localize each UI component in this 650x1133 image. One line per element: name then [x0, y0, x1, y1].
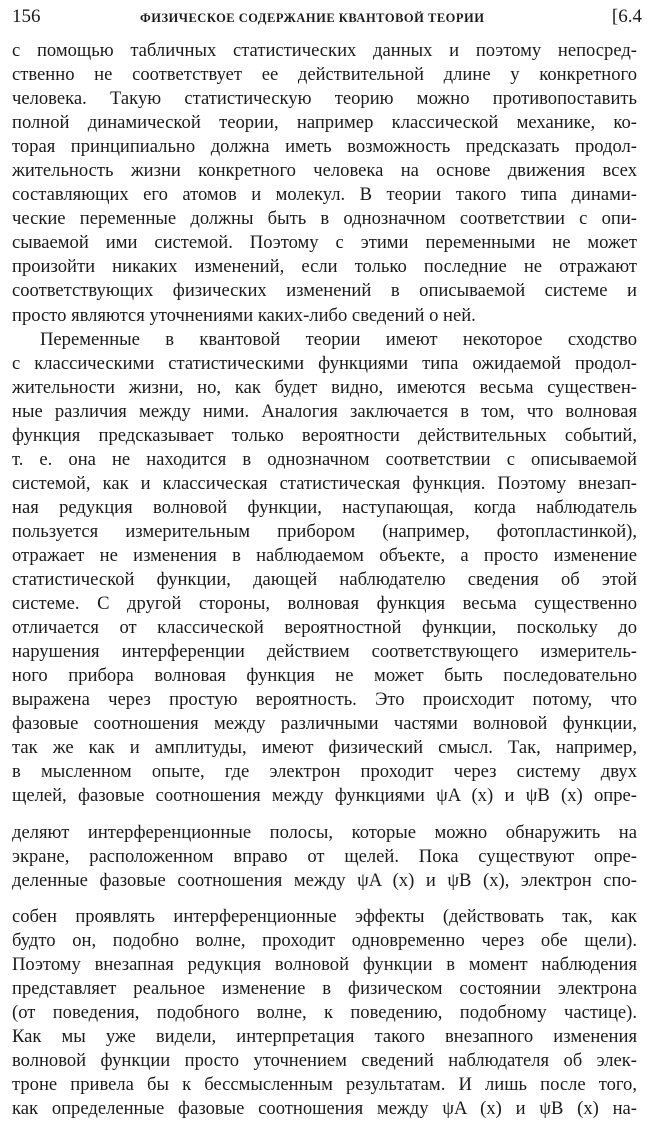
text-line: жительность жизни конкретного человека на основе движения всех	[12, 160, 637, 182]
text-line: ные различия между ними. Аналогия заключается в том, что волновая	[12, 400, 637, 422]
section-reference: [6.4	[611, 6, 642, 27]
text-line: произойти никаких изменений, если только последние не отражают	[12, 256, 637, 278]
text-line: собен проявлять интерференционные эффекты (действовать так, как	[12, 905, 637, 927]
page-number: 156	[12, 6, 41, 27]
text-line: с классическими статистическими функциями типа ожидаемой продол-	[12, 352, 637, 374]
text-line: ного прибора волновая функция не может быть последовательно	[12, 665, 637, 687]
text-line: соответствующих физических изменений в описываемой системе и	[12, 280, 637, 302]
text-line: представляет реальное изменение в физическом состоянии электрона	[12, 977, 637, 999]
text-line: выражена через простую вероятность. Это происходит потому, что	[12, 689, 637, 711]
body-text	[12, 39, 637, 1133]
formula-line: деленные фазовые соотношения между ψA (x) и ψB (x), электрон спо-	[12, 869, 637, 891]
text-line: будто он, подобно волне, проходит одновременно через обе щели).	[12, 929, 637, 951]
text-line: троне привела бы к бессмысленным результатам. И лишь после того,	[12, 1073, 637, 1095]
text-line: ная редукция волновой функции, наступающая, когда наблюдатель	[12, 496, 637, 518]
text-line: системе. С другой стороны, волновая функция весьма существенно	[12, 593, 637, 615]
text-line: статистической функции, дающей наблюдателю сведения об этой	[12, 569, 637, 591]
text-line: пользуется измерительным прибором (например, фотопластинкой),	[12, 520, 637, 542]
text-line: Как мы уже видели, интерпретация такого внезапного изменения	[12, 1025, 637, 1047]
text-line: в мысленном опыте, где электрон проходит через систему двух	[12, 761, 637, 783]
text-line: сываемой ими системой. Поэтому с этими переменными не может	[12, 232, 637, 254]
text-line: деляют интерференционные полосы, которые можно обнаружить на	[12, 821, 637, 843]
text-line: так же как и амплитуды, имеют физический смысл. Так, например,	[12, 737, 637, 759]
text-line: составляющих его атомов и молекул. В теории такого типа динами-	[12, 184, 637, 206]
text-line: человека. Такую статистическую теорию можно противопоставить	[12, 88, 637, 110]
text-line: отличается от классической вероятностной функции, поскольку до	[12, 617, 637, 639]
text-line: фазовые соотношения между различными частями волновой функции,	[12, 713, 637, 735]
text-line: функция предсказывает только вероятности действительных событий,	[12, 424, 637, 446]
text-line: отражает не изменения в наблюдаемом объекте, а просто изменение	[12, 544, 637, 566]
text-line: торая принципиально должна иметь возможность предсказать продол-	[12, 136, 637, 158]
page-header	[12, 6, 642, 30]
paragraph-start-line: Переменные в квантовой теории имеют некоторое сходство	[40, 328, 637, 350]
formula-line: как определенные фазовые соотношения между ψA (x) и ψB (x) на-	[12, 1098, 637, 1120]
text-line: с помощью табличных статистических данных и поэтому непосред-	[12, 40, 637, 61]
text-line: т. е. она не находится в однозначном соответствии с описываемой	[12, 448, 637, 470]
text-line: нарушения интерференции действием соответствующего измеритель-	[12, 641, 637, 663]
text-line: полной динамической теории, например классической механике, ко-	[12, 112, 637, 134]
text-line: жительности жизни, но, как будет видно, имеются весьма существен-	[12, 376, 637, 398]
text-line: ческие переменные должны быть в однозначном соответствии с опи-	[12, 208, 637, 230]
paragraph-end-line: просто являются уточнениями каких-либо сведений о ней.	[12, 304, 476, 326]
text-line: (от поведения, подобного волне, к поведению, подобному частице).	[12, 1001, 637, 1023]
text-line: ственно не соответствует ее действительной длине у конкретного	[12, 64, 637, 86]
text-line: Поэтому внезапная редукция волновой функции в момент наблюдения	[12, 953, 637, 975]
text-line: волновой функции просто уточнением сведений наблюдателя об элек-	[12, 1049, 637, 1071]
formula-line: щелей, фазовые соотношения между функциями ψA (x) и ψB (x) опре-	[12, 785, 637, 807]
text-line: экране, расположенном вправо от щелей. Пока существуют опре-	[12, 845, 637, 867]
text-line: системой, как и классическая статистическая функция. Поэтому внезап-	[12, 472, 637, 494]
running-title: ФИЗИЧЕСКОЕ СОДЕРЖАНИЕ КВАНТОВОЙ ТЕОРИИ	[140, 11, 485, 25]
